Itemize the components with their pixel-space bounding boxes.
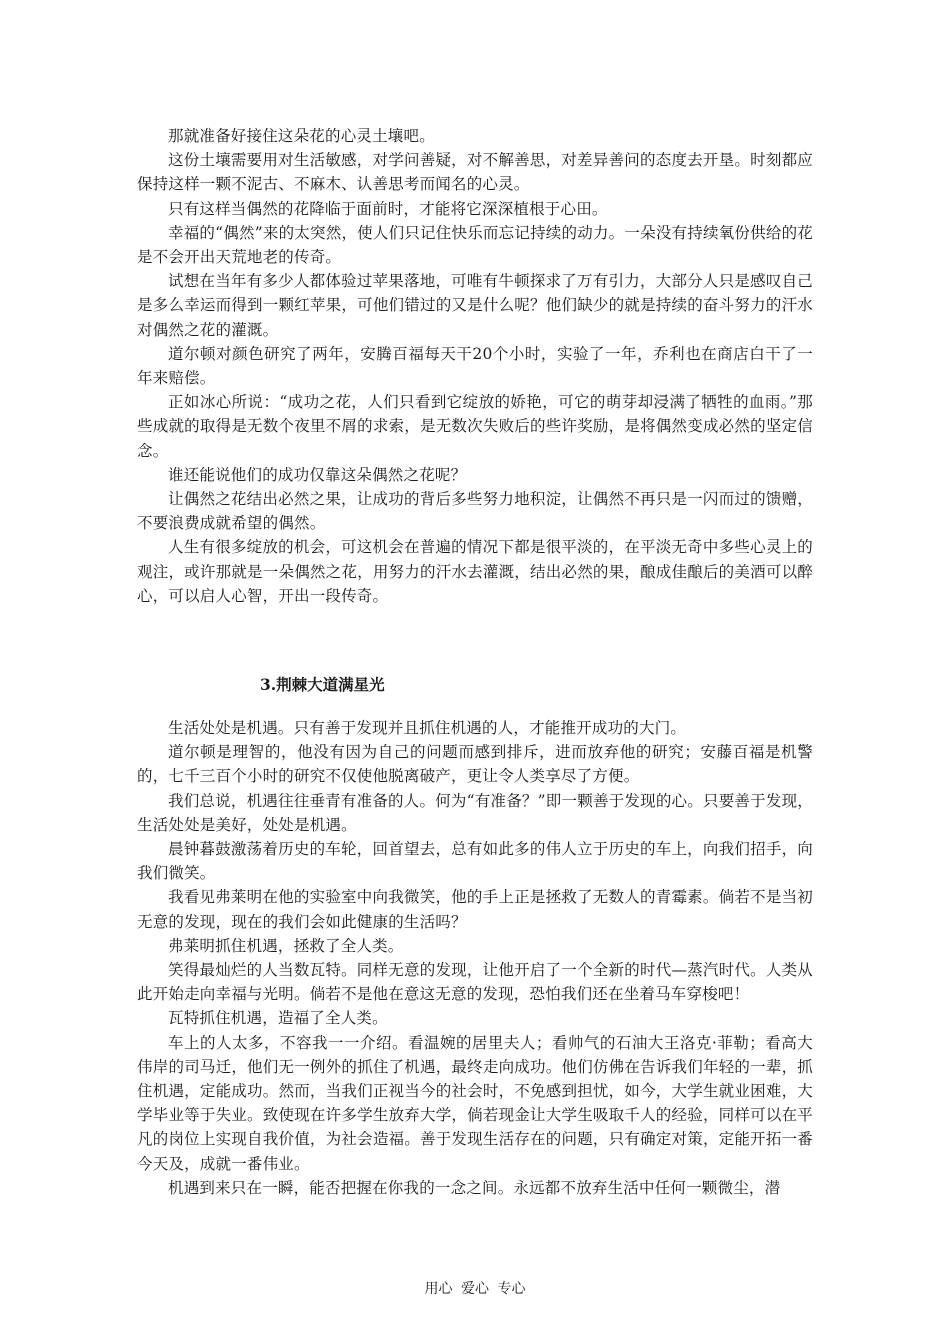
section-two-body [137,716,813,1200]
paragraph: 正如冰心所说：“成功之花，人们只看到它绽放的娇艳，可它的萌芽却浸满了牺牲的血雨。”那些成就的取得是无数个夜里不屑的求索，是无数次失败后的些许奖励，是将偶然变成必然的坚定信念。 [137,393,813,460]
paragraph: 车上的人太多，不容我一一介绍。看温婉的居里夫人；看帅气的石油大王洛克·菲勒；看高大伟岸的司马迁，他们无一例外的抓住了机遇，最终走向成功。他们仿佛在告诉我们年轻的一辈，抓住机遇，定能成功。然而，当我们正视当今的社会时，不免感到担忧，如今，大学生就业困难，大学毕业等于失业。致使现在许多学生放弃大学，倘若现金让大学生吸取千人的经验，同样可以在平凡的岗位上实现自我价值，为社会造福。善于发现生活存在的问题，只有确定对策，定能开拓一番今天及，成就一番伟业。 [137,1033,813,1173]
paragraph: 只有这样当偶然的花降临于面前时，才能将它深深植根于心田。 [168,199,608,218]
paragraph: 道尔顿是理智的，他没有因为自己的问题而感到排斥，进而放弃他的研究；安藤百福是机警的，七千三百个小时的研究不仅使他脱离破产，更让令人类享尽了方便。 [137,743,813,786]
paragraph: 我看见弗莱明在他的实验室中向我微笑，他的手上正是拯救了无数人的青霉素。倘若不是当初无意的发现，现在的我们会如此健康的生活吗？ [137,888,813,931]
paragraph: 弗莱明抓住机遇，拯救了全人类。 [168,936,404,955]
paragraph: 机遇到来只在一瞬，能否把握在你我的一念之间。永远都不放弃生活中任何一颗微尘，潜 [168,1178,781,1197]
paragraph: 幸福的“偶然”来的太突然，使人们只记住快乐而忘记持续的动力。一朵没有持续氧份供给的花是不会开出天荒地老的传奇。 [137,223,813,267]
paragraph: 我们总说，机遇往往垂青有准备的人。何为“有准备？”即一颗善于发现的心。只要善于发现，生活处处是美好，处处是机遇。 [137,791,813,834]
paragraph: 人生有很多绽放的机会，可这机会在普遍的情况下都是很平淡的，在平淡无奇中多些心灵上的观注，或许那就是一朵偶然之花，用努力的汗水去灌溉，结出必然的果，酿成佳酿后的美酒可以醉心，可以启人心智，开出一段传奇。 [137,538,813,605]
paragraph: 瓦特抓住机遇，造福了全人类。 [168,1009,388,1028]
paragraph: 道尔顿对颜色研究了两年，安腾百福每天干20个小时，实验了一年，乔利也在商店白干了一年来赔偿。 [137,344,813,388]
paragraph: 试想在当年有多少人都体验过苹果落地，可唯有牛顿探求了万有引力，大部分人只是感叹自己是多么幸运而得到一颗红苹果，可他们错过的又是什么呢？他们缺少的就是持续的奋斗努力的汗水对偶然之花的灌溉。 [137,272,813,339]
paragraph: 生活处处是机遇。只有善于发现并且抓住机遇的人，才能推开成功的大门。 [168,719,687,737]
section-one-body [137,124,813,608]
paragraph: 笑得最灿烂的人当数瓦特。同样无意的发现，让他开启了一个全新的时代—蒸汽时代。人类从此开始走向幸福与光明。倘若不是他在意这无意的发现，恐怕我们还在坐着马车穿梭吧！ [137,961,813,1004]
paragraph: 晨钟暮鼓激荡着历史的车轮，回首望去，总有如此多的伟人立于历史的车上，向我们招手，向我们微笑。 [137,840,813,883]
paragraph: 那就准备好接住这朵花的心灵土壤吧。 [168,127,435,145]
page-footer: 用心 爱心 专心 [424,1281,526,1297]
section-title: 3.荆棘大道满星光 [260,675,385,694]
paragraph: 谁还能说他们的成功仅靠这朵偶然之花呢？ [168,465,467,484]
paragraph: 让偶然之花结出必然之果，让成功的背后多些努力地积淀，让偶然不再只是一闪而过的馈赠，不要浪费成就希望的偶然。 [137,490,813,533]
paragraph: 这份土壤需要用对生活敏感，对学问善疑，对不解善思，对差异善问的态度去开垦。时刻都应保持这样一颗不泥古、不麻木、认善思考而闻名的心灵。 [137,151,813,194]
